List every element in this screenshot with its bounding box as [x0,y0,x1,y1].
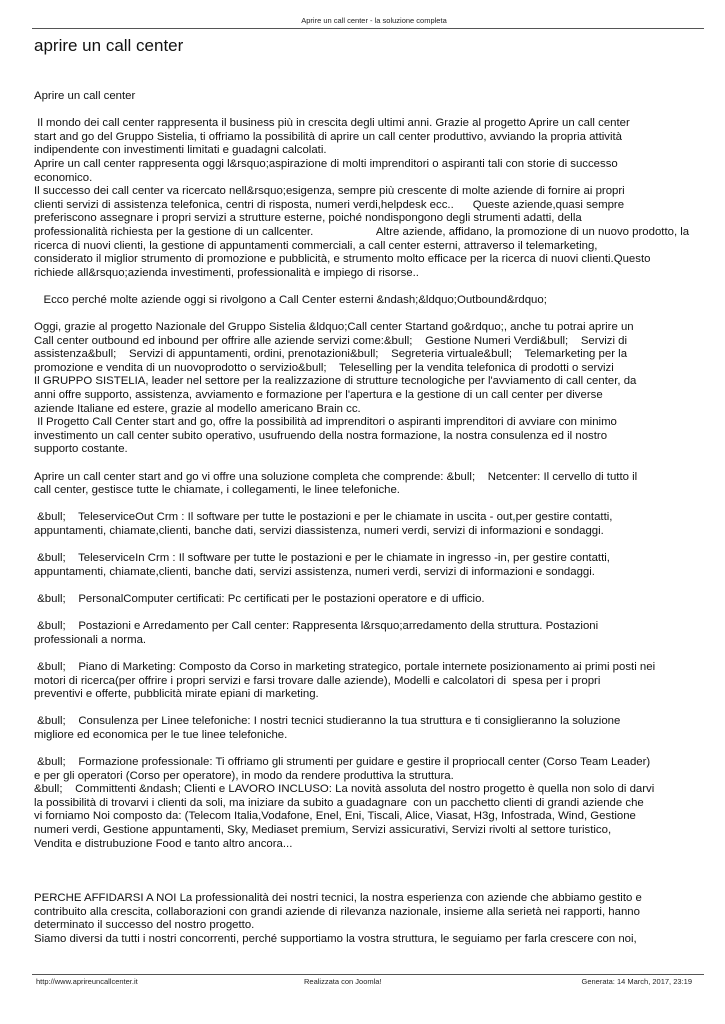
body-paragraph: &bull; Piano di Marketing: Composto da Corso in marketing strategico, portale internete posizionamento ai primi posti nei motori di ricerca(per offrire i propri servizi e farsi trovare dalle aziende), Modelli e calcolatori di spesa per i propri preventivi e offerte, pubblicità mirate epiani di marketing. [34,660,656,701]
body-paragraph: Il mondo dei call center rappresenta il business più in crescita degli ultimi anni. Grazie al progetto Aprire un call center start and go del Gruppo Sistelia, ti offriamo la possibilità di aprire un call center produttivo, avviando la propria attività indipendente con investimenti limitati e guadagni calcolati. Aprire un call center rappresenta oggi l&rsquo;aspirazione di molti imprenditori o aspiranti tali con storie di successo economico. Il successo dei call center va ricercato nell&rsquo;esigenza, sempre più crescente di molte aziende di fornire ai propri clienti servizi di assistenza telefonica, centri di risposta, numeri verdi,helpdesk ecc.. Queste aziende,quasi sempre preferiscono assegnare i propri servizi a strutture esterne, poiché nondispongono degli strumenti adatti, della professionalità richiesta per la gestione di un callcenter. Altre aziende, affidano, la promozione di un nuovo prodotto, la ricerca di nuovi clienti, la gestione di appuntamenti commerciali, a call center esterni, attraverso il telemarketing, considerato il miglior strumento di promozione e pubblicità, e strumento molto efficace per la ricerca di nuovi clienti.Questo richiede all&rsquo;azienda investimenti, professionalità e impiego di risorse.. [34,117,690,279]
footer-powered-by: Realizzata con Joomla! [304,977,382,986]
page-title: aprire un call center [34,36,184,55]
body-paragraph [34,743,724,757]
body-paragraph [34,457,724,471]
body-paragraph [34,539,724,553]
body-paragraph: Aprire un call center [34,90,136,102]
body-paragraph [34,865,724,879]
footer-generated-date: Generata: 14 March, 2017, 23:19 [581,977,692,986]
body-paragraph: Aprire un call center start and go vi offre una soluzione completa che comprende: &bull; Netcenter: Il cervello di tutto il call center, gestisce tutte le chiamate, i collegamenti, le linee telefoniche. [34,470,638,497]
body-paragraph: &bull; Consulenza per Linee telefoniche: I nostri tecnici studieranno la tua struttura e ti consiglieranno la soluzione migliore ed economica per le tue linee telefoniche. [34,715,621,741]
footer-site-link[interactable]: http://www.aprireuncallcenter.it [36,977,138,986]
body-paragraph [34,498,724,512]
body-paragraph: &bull; PersonalComputer certificati: Pc certificati per le postazioni operatore e di ufficio. [34,592,485,605]
body-paragraph [34,104,724,118]
body-paragraph: &bull; Postazioni e Arredamento per Call center: Rappresenta l&rsquo;arredamento della struttura. Postazioni professionali a norma. [34,620,599,646]
body-paragraph: &bull; TeleserviceIn Crm : Il software per tutte le postazioni e per le chiamate in ingresso -in, per gestire contatti, appuntamenti, chiamate,clienti, banche dati, servizi assistenza, numeri verdi, servizi di informazioni e sondaggi. [34,552,610,578]
body-paragraph: Ecco perché molte aziende oggi si rivolgono a Call Center esterni &ndash;&ldquo;Outbound&rdquo; [34,293,547,306]
article-body [34,90,724,974]
body-paragraph [34,308,724,322]
footer-divider [32,974,704,975]
header-divider [32,28,704,29]
body-paragraph: &bull; Formazione professionale: Ti offriamo gli strumenti per guidare e gestire il propriocall center (Corso Team Leader) e per gli operatori (Corso per operatore), in modo da rendere produttiva la struttura. &bull; Committenti &ndash; Clienti e LAVORO INCLUSO: La novità assoluta del nostro progetto è quella non solo di darvi la possibilità di trovarvi i clienti da soli, ma iniziare da subito a guadagnare con un pacchetto clienti di grandi aziende che vi forniamo Noi composto da: (Telecom Italia,Vodafone, Enel, Eni, Tiscali, Alice, Viasat, H3g, Infostrada, Wind, Gestione numeri verdi, Gestione appuntamenti, Sky, Mediaset premium, Servizi assicurativi, Servizi rivolti al settore turistico, Vendita e distrubuzione Food e tanto altro ancora... [34,756,655,850]
body-paragraph [34,579,724,593]
body-paragraph [34,607,724,621]
body-paragraph: &bull; TeleserviceOut Crm : Il software per tutte le postazioni e per le chiamate in uscita - out,per gestire contatti, appuntamenti, chiamate,clienti, banche dati, servizi diassistenza, numeri verdi, servizi di informazioni e sondaggi. [34,511,613,537]
body-paragraph [34,647,724,661]
body-paragraph [34,851,724,865]
body-paragraph [34,702,724,716]
body-paragraph: PERCHE AFFIDARSI A NOI La professionalità dei nostri tecnici, la nostra esperienza con aziende che abbiamo gestito e contribuito alla crescita, collaborazioni con grandi aziende di rilevanza nazionale, insieme alla serietà nei rapporti, hanno determinato il successo del nostro progetto. Siamo diversi da tutti i nostri concorrenti, perché supportiamo la vostra struttura, le seguiamo per farla crescere con noi, [34,892,642,945]
body-paragraph: Oggi, grazie al progetto Nazionale del Gruppo Sistelia &ldquo;Call center Startand go&rdquo;, anche tu potrai aprire un Call center outbound ed inbound per offrire alle aziende servizi come:&bull; Gestione Numeri Verdi&bull; Servizi di assistenza&bull; Servizi di appuntamenti, ordini, prenotazioni&bull; Segreteria virtuale&bull; Telemarketing per la promozione e vendita di un nuovoprodotto o servizio&bull; Teleselling per la vendita telefonica di prodotti o servizi Il GRUPPO SISTELIA, leader nel settore per la realizzazione di strutture tecnologiche per l'avviamento di call center, da anni offre supporto, assistenza, avviamento e formazione per l'apertura e la gestione di un call center per diverse aziende Italiane ed estere, grazie al modello americano Brain cc. Il Progetto Call Center start and go, offre la possibilità ad imprenditori o aspiranti imprenditori di avviare con minimo investimento un call center subito operativo, usufruendo della nostra formazione, la nostra consulenza ed il nostro supporto costante. [34,321,637,456]
running-header: Aprire un call center - la soluzione completa [301,16,447,25]
body-paragraph [34,878,724,892]
body-paragraph [34,280,724,294]
